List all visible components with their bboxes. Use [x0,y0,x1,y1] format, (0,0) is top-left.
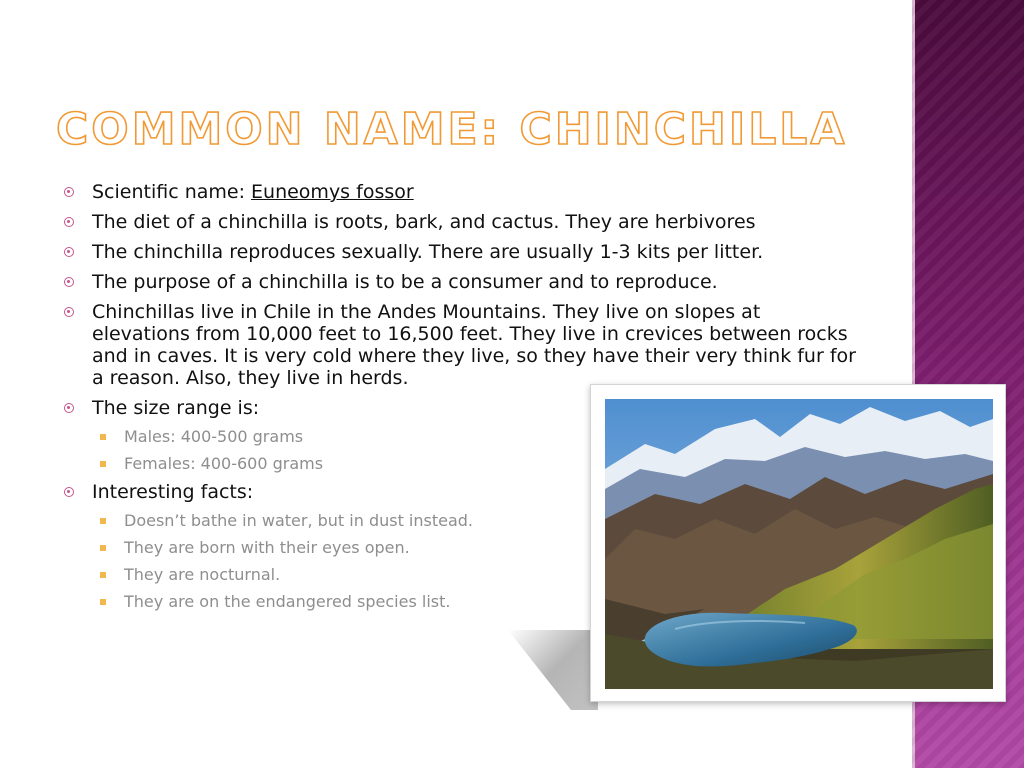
bullet-reproduction: The chinchilla reproduces sexually. There are usually 1-3 kits per litter. [60,241,860,263]
bullet-habitat: Chinchillas live in Chile in the Andes Mountains. They live on slopes at elevations from 10,000 feet to 16,500 feet. They live in crevices between rocks and in caves. It is very cold where they live, so they have their very think fur for a reason. Also, they live in herds. [60,301,860,389]
square-bullet-icon [100,518,106,524]
circled-dot-bullet-icon [64,247,74,257]
circled-dot-bullet-icon [64,217,74,227]
scientific-name-label: Scientific name: [92,181,252,203]
square-bullet-icon [100,599,106,605]
bullet-diet: The diet of a chinchilla is roots, bark, and cactus. They are herbivores [60,211,860,233]
circled-dot-bullet-icon [64,487,74,497]
bullet-size-range: The size range is: [60,397,860,419]
sub-bullet-fact: They are nocturnal. [96,565,860,585]
scientific-name-value: Euneomys fossor [251,181,414,203]
circled-dot-bullet-icon [64,307,74,317]
square-bullet-icon [100,461,106,467]
sub-bullet-fact: Doesn’t bathe in water, but in dust instead. [96,511,860,531]
circled-dot-bullet-icon [64,403,74,413]
sub-bullet-fact: They are on the endangered species list. [96,592,860,612]
sub-bullet-fact: They are born with their eyes open. [96,538,860,558]
photo-shadow [508,630,598,710]
bullet-interesting-facts: Interesting facts: [60,481,860,503]
bullet-purpose: The purpose of a chinchilla is to be a consumer and to reproduce. [60,271,860,293]
square-bullet-icon [100,572,106,578]
mountain-lake-image [605,399,993,689]
sub-bullet-males: Males: 400-500 grams [96,427,860,447]
circled-dot-bullet-icon [64,187,74,197]
slide-title: COMMON NAME: CHINCHILLA [56,104,848,155]
andes-mountains-photo [590,384,1006,702]
circled-dot-bullet-icon [64,277,74,287]
sub-bullet-females: Females: 400-600 grams [96,454,860,474]
square-bullet-icon [100,434,106,440]
square-bullet-icon [100,545,106,551]
bullet-scientific-name [60,181,860,203]
